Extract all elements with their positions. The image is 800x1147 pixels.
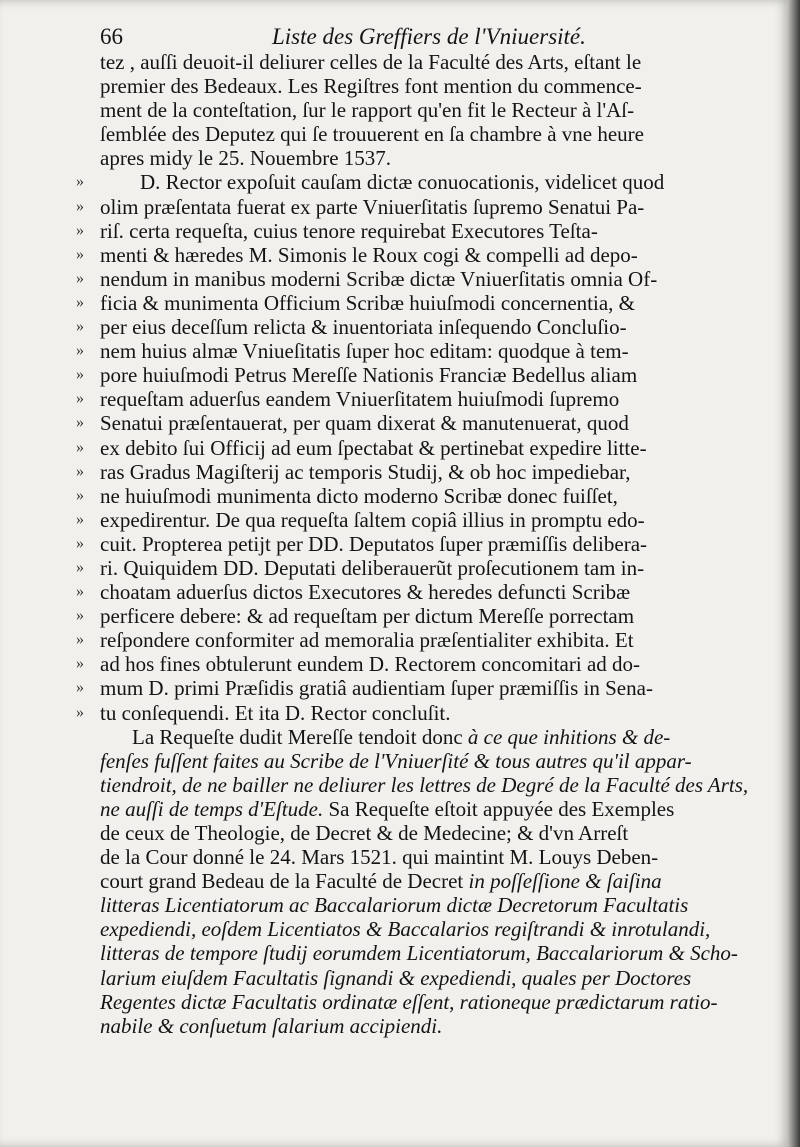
quotation-mark: »: [76, 679, 84, 697]
quotation-mark: »: [76, 293, 84, 311]
quotation-mark: »: [76, 534, 84, 552]
line-italic-text: expediendi, eoſdem Licentiatos & Baccalarios regiſtrandi & inrotulandi,: [100, 917, 711, 942]
line-text: requeſtam aduerſus eandem Vniuerſitatem huiuſmodi ſupremo: [100, 387, 620, 412]
line-text: ex debito ſui Officij ad eum ſpectabat & pertinebat expedire litte-: [100, 435, 647, 460]
line-text: mum D. primi Præſidis gratiâ audientiam ſuper præmiſſis in Sena-: [100, 676, 653, 701]
line-text: ment de la conteſtation, ſur le rapport qu'en fit le Recteur à l'Aſ-: [100, 98, 635, 123]
line-text: ad hos fines obtulerunt eundem D. Rectorem concomitari ad do-: [100, 652, 641, 677]
text-line: [76, 170, 770, 195]
text-line: [76, 290, 770, 315]
line-text: La Requeſte dudit Mereſſe tendoit donc: [132, 724, 468, 749]
text-line: [100, 917, 770, 941]
text-line: [76, 531, 770, 556]
text-line: [100, 869, 770, 893]
text-line: [76, 604, 770, 629]
quotation-mark: »: [76, 318, 84, 336]
line-italic-text: ne auſſi de temps d'Eſtude.: [100, 796, 324, 821]
text-line: [76, 363, 770, 388]
line-text: tu conſequendi. Et ita D. Rector concluſit.: [100, 700, 451, 725]
line-text: Senatui præſentauerat, per quam dixerat & manutenuerat, quod: [100, 411, 629, 436]
text-line: [100, 966, 770, 990]
line-text: D. Rector expoſuit cauſam dictæ conuocationis, videlicet quod: [140, 170, 665, 195]
line-text: perficere debere: & ad requeſtam per dictum Mereſſe porrectam: [100, 604, 635, 629]
text-line: [100, 773, 770, 797]
text-body: [76, 50, 770, 1038]
line-text: ne huiuſmodi munimenta dicto moderno Scribæ donec fuiſſet,: [100, 483, 618, 508]
text-line: [100, 893, 770, 917]
text-line: [76, 315, 770, 340]
text-line: [76, 628, 770, 653]
page-number: 66: [100, 24, 123, 49]
line-text: menti & hæredes M. Simonis le Roux cogi & compelli ad depo-: [100, 242, 638, 267]
text-line: [100, 749, 770, 773]
quotation-mark: »: [76, 197, 84, 215]
quotation-mark: »: [76, 366, 84, 384]
text-line: [100, 122, 770, 146]
line-text: apres midy le 25. Nouembre 1537.: [100, 146, 392, 171]
text-line: [76, 266, 770, 291]
text-line: [76, 676, 770, 701]
quotation-mark: »: [76, 655, 84, 673]
text-line: [76, 555, 770, 580]
quotation-mark: »: [76, 486, 84, 504]
quotation-mark: »: [76, 173, 84, 191]
line-italic-text: litteras Licentiatorum ac Baccalariorum dictæ Decretorum Facultatis: [100, 893, 689, 918]
line-text-continued: Sa Requeſte eſtoit appuyée des Exemples: [323, 796, 675, 821]
line-italic-text: in poſſeſſione & ſaiſina: [468, 869, 662, 894]
text-line: [100, 1014, 770, 1038]
text-line: [76, 242, 770, 267]
text-line: [76, 194, 770, 219]
quotation-mark: »: [76, 245, 84, 263]
quotation-mark: »: [76, 414, 84, 432]
text-line: [100, 74, 770, 98]
text-line: [76, 218, 770, 243]
running-title: Liste des Greffiers de l'Vniuersité.: [272, 24, 586, 49]
text-line: [76, 580, 770, 605]
line-text: ri. Quiquidem DD. Deputati deliberauerũt proſecutionem tam in-: [100, 555, 645, 580]
quotation-mark: »: [76, 390, 84, 408]
line-text: de ceux de Theologie, de Decret & de Medecine; & d'vn Arreſt: [100, 821, 629, 845]
line-text: reſpondere conformiter ad memoralia præſentialiter exhibita. Et: [100, 628, 634, 653]
line-text: premier des Bedeaux. Les Regiſtres font mention du commence-: [100, 74, 642, 99]
text-line: [100, 98, 770, 122]
line-text: tez , auſſi deuoit-il deliurer celles de la Faculté des Arts, eſtant le: [100, 50, 642, 74]
text-line: [76, 339, 770, 364]
quotation-mark: »: [76, 342, 84, 360]
line-text: de la Cour donné le 24. Mars 1521. qui maintint M. Louys Deben-: [100, 845, 659, 870]
quotation-mark: »: [76, 221, 84, 239]
line-italic-text: larium eiuſdem Facultatis ſignandi & expediendi, quales per Doctores: [100, 965, 692, 990]
text-line: [76, 700, 770, 725]
line-text: ſemblée des Deputez qui ſe trouuerent en ſa chambre à vne heure: [100, 122, 645, 147]
quotation-mark: »: [76, 583, 84, 601]
line-text: choatam aduerſus dictos Executores & heredes defuncti Scribæ: [100, 580, 631, 605]
quotation-mark: »: [76, 462, 84, 480]
line-text: cuit. Propterea petijt per DD. Deputatos ſuper præmiſſis delibera-: [100, 531, 648, 556]
text-line: [76, 483, 770, 508]
line-italic-text: litteras de tempore ſtudij eorumdem Licentiatorum, Baccalariorum & Scho-: [100, 941, 738, 966]
line-italic-text: à ce que inhitions & de-: [467, 724, 671, 749]
text-line: [100, 146, 770, 170]
text-line: [76, 411, 770, 436]
line-italic-text: fenſes fuſſent faites au Scribe de l'Vniuerſité & tous autres qu'il appar-: [100, 748, 692, 773]
line-italic-text: tiendroit, de ne bailler ne deliurer les lettres de Degré de la Faculté des Arts,: [100, 772, 749, 797]
line-text: riſ. certa requeſta, cuius tenore requirebat Executores Teſta-: [100, 218, 598, 243]
quotation-mark: »: [76, 510, 84, 528]
line-text: pore huiuſmodi Petrus Mereſſe Nationis Franciæ Bedellus aliam: [100, 363, 638, 388]
text-line: [100, 821, 770, 845]
text-line: [76, 435, 770, 460]
text-line: [76, 459, 770, 484]
line-italic-text: nabile & conſuetum ſalarium accipiendi.: [100, 1013, 443, 1038]
line-text: nendum in manibus moderni Scribæ dictæ Vniuerſitatis omnia Of-: [100, 266, 658, 291]
quotation-mark: »: [76, 607, 84, 625]
line-text: nem huius almæ Vniueſitatis ſuper hoc editam: quodque à tem-: [100, 339, 629, 364]
quotation-mark: »: [76, 703, 84, 721]
line-text: olim præſentata fuerat ex parte Vniuerſitatis ſupremo Senatui Pa-: [100, 194, 645, 219]
line-text: per eius deceſſum relicta & inuentoriata inſequendo Concluſio-: [100, 315, 627, 340]
line-text: ficia & munimenta Officium Scribæ huiuſmodi concernentia, &: [100, 290, 635, 315]
quotation-mark: »: [76, 558, 84, 576]
line-text: court grand Bedeau de la Faculté de Decret: [100, 869, 469, 894]
text-line: [100, 941, 770, 965]
line-text: expedirentur. De qua requeſta ſaltem copiâ illius in promptu edo-: [100, 507, 645, 532]
quotation-mark: »: [76, 438, 84, 456]
line-italic-text: Regentes dictæ Facultatis ordinatæ eſſent, rationeque prædictarum ratio-: [100, 989, 718, 1014]
text-line: [76, 652, 770, 677]
line-text: ras Gradus Magiſterij ac temporis Studij, & ob hoc impediebar,: [100, 459, 631, 484]
quotation-mark: »: [76, 631, 84, 649]
text-line: [100, 725, 770, 749]
text-line: [76, 387, 770, 412]
quotation-mark: »: [76, 269, 84, 287]
page-edge-shadow: [788, 0, 800, 1147]
text-line: [76, 507, 770, 532]
text-line: [100, 845, 770, 869]
text-line: [100, 797, 770, 821]
text-line: [100, 990, 770, 1014]
text-line: [100, 50, 770, 74]
